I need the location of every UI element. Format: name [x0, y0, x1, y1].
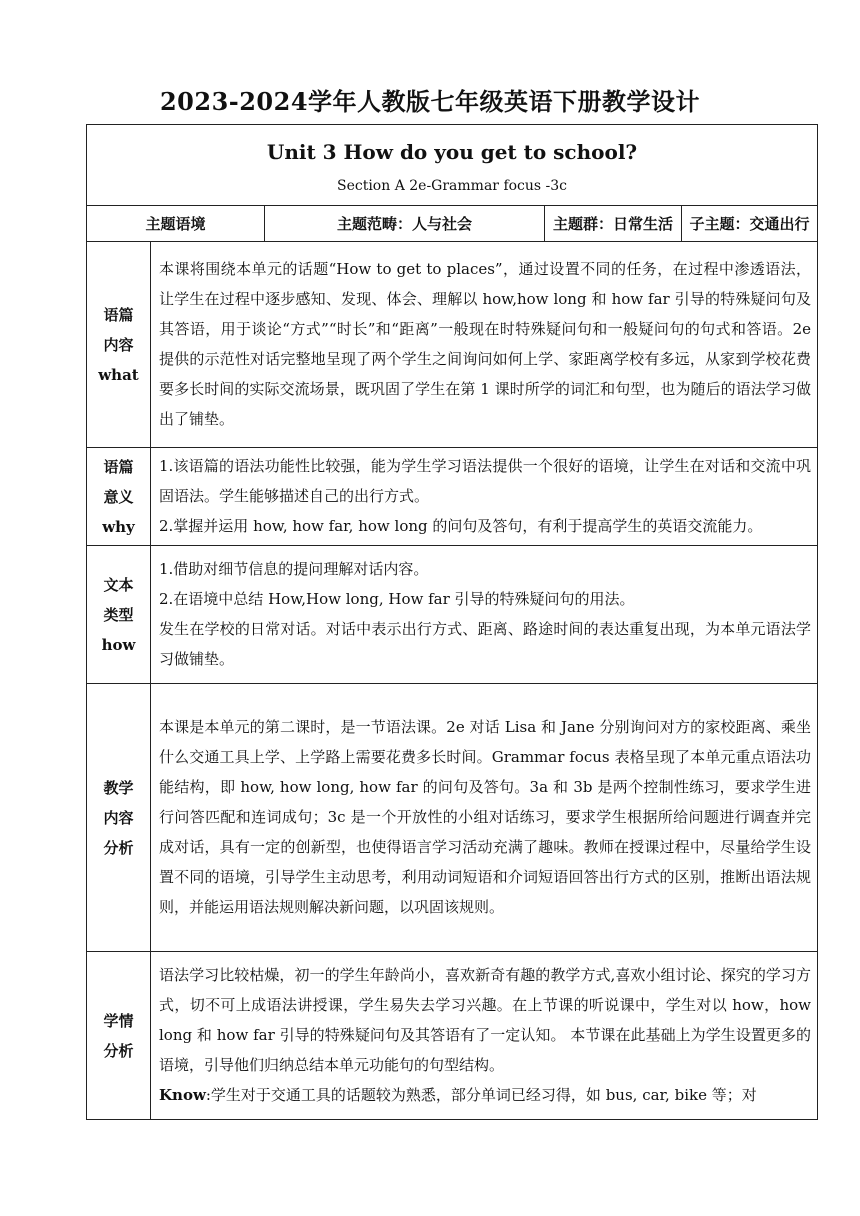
paragraph: 本课是本单元的第二课时，是一节语法课。2e 对话 Lisa 和 Jane 分别询问对方的家校距离、乘坐什么交通工具上学、上学路上需要花费多长时间。Grammar focus 表格呈现了本单元重点语法功能结构，即 how, how long, how far 的问句及答句。3a 和 3b 是两个控制性练习，要求学生进行问答匹配和连词成句；3c 是一个开放性的小组对话练习，要求学生根据所给问题进行调查并完成对话，具有一定的创新型，也使得语言学习活动充满了趣味。教师在授课过程中，尽量给学生设置不同的语境，引导学生主动思考，利用动词短语和介词短语回答出行方式的区别，推断出语法规则，并能运用语法规则解决新问题，以巩固该规则。: [159, 718, 812, 916]
section-row-what: [87, 242, 818, 448]
paragraph: 1.该语篇的语法功能性比较强，能为学生学习语法提供一个很好的语境，让学生在对话和交流中巩固语法。学生能够描述自己的出行方式。: [159, 457, 812, 505]
unit-header-row: [87, 125, 818, 206]
section-content-analysis: [151, 684, 818, 952]
section-row-why: [87, 448, 818, 546]
theme-category: 主题范畴：人与社会: [265, 206, 545, 242]
lesson-plan-table: [86, 124, 818, 1120]
section-content-why: [151, 448, 818, 546]
paragraph: 语法学习比较枯燥，初一的学生年龄尚小，喜欢新奇有趣的教学方式,喜欢小组讨论、探究的学习方式，切不可上成语法讲授课，学生易失去学习兴趣。在上节课的听说课中，学生对以 how，how long 和 how far 引导的特殊疑问句及其答语有了一定认知。 本节课在此基础上为学生设置更多的语境，引导他们归纳总结本单元功能句的句型结构。: [159, 966, 812, 1074]
section-row-student-analysis: [87, 952, 818, 1120]
paragraph: 2.掌握并运用 how, how far, how long 的问句及答句，有利于提高学生的英语交流能力。: [159, 517, 763, 535]
section-subtitle: Section A 2e-Grammar focus -3c: [336, 178, 568, 194]
section-label-how: 文本 类型 how: [87, 546, 151, 684]
theme-row: [87, 206, 818, 242]
unit-title: Unit 3 How do you get to school?: [266, 140, 638, 164]
paragraph: 本课将围绕本单元的话题“How to get to places”，通过设置不同的任务，在过程中渗透语法，让学生在过程中逐步感知、发现、体会、理解以 how,how long 和 how far 引导的特殊疑问句及其答语，用于谈论“方式”“时长”和“距离”一般现在时特殊疑问句和一般疑问句的句式和答语。2e 提供的示范性对话完整地呈现了两个学生之间询问如何上学、家距离学校有多远，从家到学校花费要多长时间的实际交流场景，既巩固了学生在第 1 课时所学的词汇和句型，也为随后的语法学习做出了铺垫。: [159, 260, 812, 428]
section-content-how: [151, 546, 818, 684]
theme-group: 主题群：日常生活: [545, 206, 682, 242]
section-content-what: [151, 242, 818, 448]
paragraph: 1.借助对细节信息的提问理解对话内容。: [159, 560, 429, 578]
paragraph: 发生在学校的日常对话。对话中表示出行方式、距离、路途时间的表达重复出现，为本单元语法学习做铺垫。: [159, 620, 812, 668]
know-paragraph: [159, 1080, 811, 1110]
section-label-content-analysis: 教学 内容 分析: [87, 684, 151, 952]
unit-header-cell: [87, 125, 818, 206]
know-text: :学生对于交通工具的话题较为熟悉，部分单词已经习得，如 bus, car, bike 等；对: [205, 1086, 757, 1104]
know-lead: Know: [159, 1086, 206, 1104]
theme-subtheme: 子主题：交通出行: [682, 206, 818, 242]
paragraph: 2.在语境中总结 How,How long, How far 引导的特殊疑问句的用法。: [159, 590, 635, 608]
section-label-what: 语篇 内容 what: [87, 242, 151, 448]
section-label-student-analysis: 学情 分析: [87, 952, 151, 1120]
section-row-content-analysis: [87, 684, 818, 952]
theme-label: 主题语境: [87, 206, 265, 242]
section-label-why: 语篇 意义 why: [87, 448, 151, 546]
section-content-student-analysis: [151, 952, 818, 1120]
section-row-how: [87, 546, 818, 684]
document-title: 2023-2024学年人教版七年级英语下册教学设计: [159, 87, 701, 116]
